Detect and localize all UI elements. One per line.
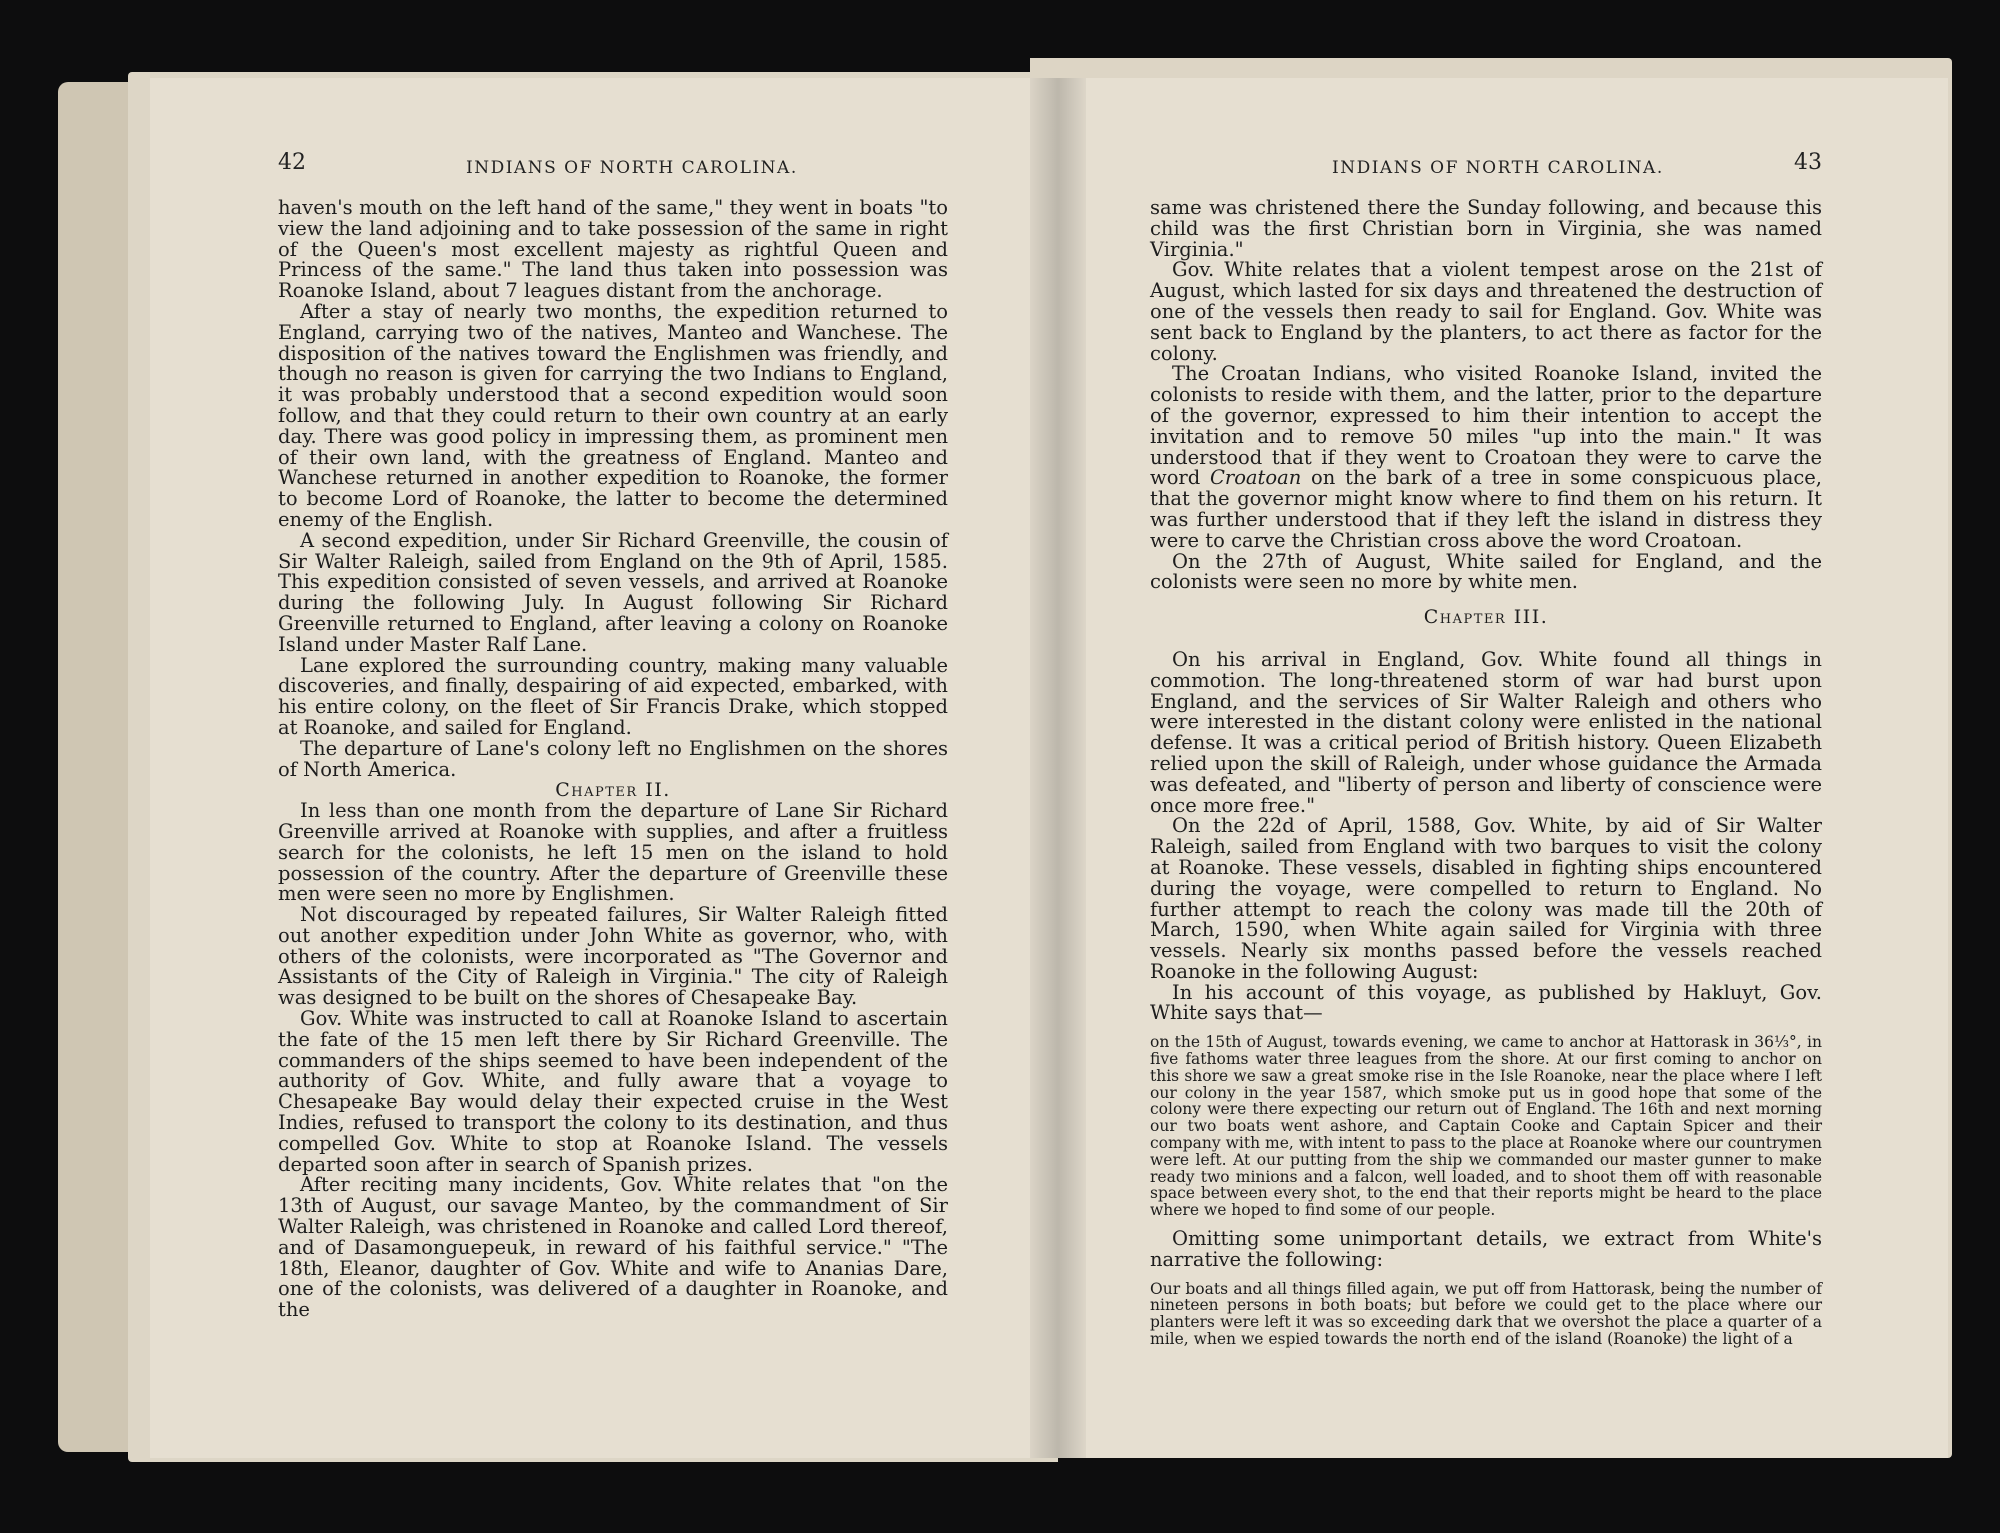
- block-quote: on the 15th of August, towards evening, we came to anchor at Hattorask in 36⅓°, in five fathoms water three leagues from the shore. At our first coming to anchor on this shore we saw a great smoke rise in the Isle Roanoke, near the place where I left our colony in the year 1587, which smoke put us in good hope that some of the colony were there expecting our return out of England. The 16th and next morning our two boats went ashore, and Captain Cooke and Captain Spicer and their company with me, with intent to pass to the place at Roanoke where our countrymen were left. At our putting from the ship we commanded our master gunner to make ready two minions and a falcon, well loaded, and to shoot them off with reasonable space between every shot, to the end that their reports might be heard to the place where we hoped to find some of our people.: [1150, 1033, 1822, 1220]
- paragraph: In less than one month from the departure of Lane Sir Richard Greenville arrived at Roanoke with supplies, and after a fruitless search for the colonists, he left 15 men on the island to hold possession of the country. After the departure of Greenville these men were seen no more by Englishmen.: [278, 799, 948, 906]
- paragraph: Not discouraged by repeated failures, Sir Walter Raleigh fitted out another expedition under John White as governor, who, with others of the colonists, were incorporated as "The Governor and Assistants of the City of Raleigh in Virginia." The city of Raleigh was designed to be built on the shores of Chesapeake Bay.: [278, 903, 948, 1010]
- paragraph: In his account of this voyage, as published by Hakluyt, Gov. White says that—: [1150, 980, 1822, 1025]
- italic-word: Croatoan: [1209, 466, 1302, 490]
- book-gutter: [1030, 78, 1086, 1458]
- paragraph: After a stay of nearly two months, the expedition returned to England, carrying two of the natives, Manteo and Wanchese. The disposition of the natives toward the Englishmen was friendly, and though no reason is given for carrying the two Indians to England, it was probably understood that a second expedition would soon follow, and that they could return to their own country at an early day. There was good policy in impressing them, as prominent men of their own land, with the greatness of England. Manteo and Wanchese returned in another expedition to Roanoke, the former to become Lord of Roanoke, the latter to become the determined enemy of the English.: [278, 299, 948, 531]
- paragraph: Gov. White relates that a violent tempest arose on the 21st of August, which lasted for six days and threatened the destruction of one of the vessels then ready to sail for England. Gov. White was sent back to England by the planters, to act there as factor for the colony.: [1150, 258, 1822, 365]
- left-page-number: 42: [278, 150, 306, 175]
- paragraph: Lane explored the surrounding country, making many valuable discoveries, and finally, despairing of aid expected, embarked, with his entire colony, on the fleet of Sir Francis Drake, which stopped at Roanoke, and sailed for England.: [278, 653, 948, 739]
- paragraph: After reciting many incidents, Gov. White relates that "on the 13th of August, our savage Manteo, by the commandment of Sir Walter Raleigh, was christened in Roanoke and called Lord thereof, and of Dasamonguepeuk, in reward of his faithful service." "The 18th, Eleanor, daughter of Gov. White and wife to Ananias Dare, one of the colonists, was delivered of a daughter in Roanoke, and the: [278, 1173, 948, 1322]
- block-quote: Our boats and all things filled again, we put off from Hattorask, being the number of nineteen persons in both boats; but before we could get to the place where our planters were left it was so exceeding dark that we overshot the place a quarter of a mile, when we espied towards the north end of the island (Roanoke) the light of a: [1150, 1279, 1822, 1349]
- paragraph-croatan: The Croatan Indians, who visited Roanoke Island, invited the colonists to reside with them, and the latter, prior to the departure of the governor, expressed to him their intention to accept the invitation and to remove 50 miles "up into the main." It was understood that if they went to Croatoan they were to carve the word Croatoan on the bark of a tree in some conspicuous place, that the governor might know where to find them on his return. It was further understood that if they left the island in distress they were to carve the Christian cross above the word Croatoan.: [1150, 362, 1822, 552]
- right-text-column: [1150, 198, 1822, 1358]
- paragraph: On his arrival in England, Gov. White found all things in commotion. The long-threatened storm of war had burst upon England, and the services of Sir Walter Raleigh and others who were interested in the distant colony were enlisted in the national defense. It was a critical period of British history. Queen Elizabeth relied upon the skill of Raleigh, under whose guidance the Armada was defeated, and "liberty of person and liberty of conscience were once more free.": [1150, 647, 1822, 817]
- paragraph: Omitting some unimportant details, we extract from White's narrative the following:: [1150, 1227, 1822, 1271]
- paragraph: On the 27th of August, White sailed for England, and the colonists were seen no more by white men.: [1150, 549, 1822, 594]
- paragraph: A second expedition, under Sir Richard Greenville, the cousin of Sir Walter Raleigh, sailed from England on the 9th of April, 1585. This expedition consisted of seven vessels, and arrived at Roanoke during the following July. In August following Sir Richard Greenville returned to England, after leaving a colony on Roanoke Island under Master Ralf Lane.: [278, 528, 948, 656]
- paragraph: same was christened there the Sunday following, and because this child was the first Christian born in Virginia, she was named Virginia.": [1150, 196, 1822, 261]
- paragraph: The departure of Lane's colony left no Englishmen on the shores of North America.: [278, 736, 948, 781]
- left-text-column: [278, 198, 948, 1321]
- chapter-heading: Chapter II.: [555, 779, 671, 802]
- paragraph: Gov. White was instructed to call at Roanoke Island to ascertain the fate of the 15 men left there by Sir Richard Greenville. The commanders of the ships seemed to have been independent of the authority of Gov. White, and fully aware that a voyage to Chesapeake Bay would delay their expected cruise in the West Indies, refused to transport the colony to its destination, and thus compelled Gov. White to stop at Roanoke Island. The vessels departed soon after in search of Spanish prizes.: [278, 1007, 948, 1176]
- chapter-heading: Chapter III.: [1423, 606, 1549, 629]
- paragraph: On the 22d of April, 1588, Gov. White, by aid of Sir Walter Raleigh, sailed from England with two barques to visit the colony at Roanoke. These vessels, disabled in fighting ships encountered during the voyage, were compelled to return to England. No further attempt to reach the colony was made till the 20th of March, 1590, when White again sailed for Virginia with three vessels. Nearly six months passed before the vessels reached Roanoke in the following August:: [1150, 814, 1822, 983]
- right-page-number: 43: [1794, 150, 1822, 175]
- left-running-header: INDIANS OF NORTH CAROLINA.: [466, 158, 798, 178]
- paragraph: haven's mouth on the left hand of the same," they went in boats "to view the land adjoining and to take possession of the same in right of the Queen's most excellent majesty as rightful Queen and Princess of the same." The land thus taken into possession was Roanoke Island, about 7 leagues distant from the anchorage.: [278, 196, 948, 303]
- right-running-header: INDIANS OF NORTH CAROLINA.: [1332, 158, 1664, 178]
